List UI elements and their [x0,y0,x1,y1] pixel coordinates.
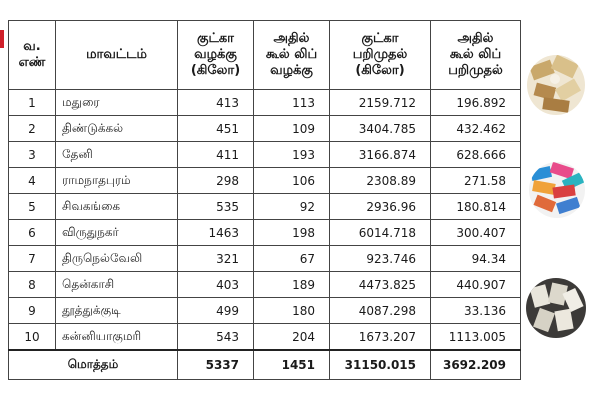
cell-district: சிவகங்கை [56,194,178,220]
cell-coollip-seized: 440.907 [431,272,521,298]
cell-district: கன்னியாகுமரி [56,324,178,351]
cell-gutka-seized: 923.746 [330,246,431,272]
cell-coollip-cases: 189 [254,272,330,298]
cell-coollip-seized: 33.136 [431,298,521,324]
cell-gutka-cases: 1463 [178,220,254,246]
cell-gutka-cases: 411 [178,142,254,168]
total-coollip-seized: 3692.209 [431,350,521,380]
cell-gutka-seized: 1673.207 [330,324,431,351]
cell-coollip-seized: 300.407 [431,220,521,246]
table-body [9,90,521,380]
cell-coollip-seized: 432.462 [431,116,521,142]
cell-coollip-cases: 193 [254,142,330,168]
total-gutka-seized: 31150.015 [330,350,431,380]
cell-gutka-cases: 535 [178,194,254,220]
cell-district: தேனி [56,142,178,168]
header-district: மாவட்டம் [56,21,178,90]
table-row [9,324,521,351]
cell-gutka-seized: 2308.89 [330,168,431,194]
cell-sno: 8 [9,272,56,298]
cell-sno: 7 [9,246,56,272]
cell-gutka-cases: 403 [178,272,254,298]
cell-coollip-seized: 1113.005 [431,324,521,351]
cell-gutka-seized: 2936.96 [330,194,431,220]
cell-coollip-seized: 180.814 [431,194,521,220]
cell-gutka-seized: 6014.718 [330,220,431,246]
cell-district: திண்டுக்கல் [56,116,178,142]
cell-gutka-seized: 2159.712 [330,90,431,116]
cell-gutka-cases: 499 [178,298,254,324]
total-row [9,350,521,380]
cell-coollip-cases: 92 [254,194,330,220]
cell-sno: 2 [9,116,56,142]
header-row [9,21,521,90]
total-gutka-cases: 5337 [178,350,254,380]
gutka-sachets-photo-top [527,55,585,115]
table-row [9,142,521,168]
cell-district: விருதுநகர் [56,220,178,246]
cell-coollip-cases: 204 [254,324,330,351]
cell-coollip-cases: 106 [254,168,330,194]
cell-coollip-seized: 271.58 [431,168,521,194]
cell-gutka-cases: 298 [178,168,254,194]
cell-gutka-seized: 3166.874 [330,142,431,168]
cell-gutka-cases: 543 [178,324,254,351]
table-row [9,246,521,272]
table-row [9,116,521,142]
total-label: மொத்தம் [9,350,178,380]
red-accent-mark [0,30,4,48]
table-row [9,298,521,324]
cell-sno: 9 [9,298,56,324]
cell-coollip-seized: 94.34 [431,246,521,272]
cell-district: ராமநாதபுரம் [56,168,178,194]
cell-sno: 5 [9,194,56,220]
cell-gutka-seized: 4087.298 [330,298,431,324]
cell-sno: 10 [9,324,56,351]
cell-sno: 1 [9,90,56,116]
sachet-stack-photo-bottom [526,278,586,338]
header-sno: வ. எண் [9,21,56,90]
tobacco-packets-photo-middle [529,162,585,218]
cell-district: தென்காசி [56,272,178,298]
cell-coollip-cases: 198 [254,220,330,246]
seizure-table [8,20,521,380]
cell-district: மதுரை [56,90,178,116]
cell-gutka-cases: 451 [178,116,254,142]
cell-gutka-seized: 4473.825 [330,272,431,298]
table-row [9,194,521,220]
table-row [9,220,521,246]
header-coollip-seized: அதில் கூல் லிப் பறிமுதல் [431,21,521,90]
table-row [9,90,521,116]
cell-sno: 3 [9,142,56,168]
header-gutka-seized: குட்கா பறிமுதல் (கிலோ) [330,21,431,90]
cell-gutka-cases: 321 [178,246,254,272]
cell-coollip-cases: 109 [254,116,330,142]
cell-gutka-cases: 413 [178,90,254,116]
cell-coollip-cases: 113 [254,90,330,116]
cell-sno: 4 [9,168,56,194]
total-coollip-cases: 1451 [254,350,330,380]
table-row [9,168,521,194]
header-coollip-cases: அதில் கூல் லிப் வழக்கு [254,21,330,90]
cell-district: திருநெல்வேலி [56,246,178,272]
cell-coollip-seized: 628.666 [431,142,521,168]
cell-coollip-cases: 180 [254,298,330,324]
header-gutka-cases: குட்கா வழக்கு (கிலோ) [178,21,254,90]
table-row [9,272,521,298]
cell-gutka-seized: 3404.785 [330,116,431,142]
cell-sno: 6 [9,220,56,246]
cell-district: தூத்துக்குடி [56,298,178,324]
cell-coollip-cases: 67 [254,246,330,272]
cell-coollip-seized: 196.892 [431,90,521,116]
